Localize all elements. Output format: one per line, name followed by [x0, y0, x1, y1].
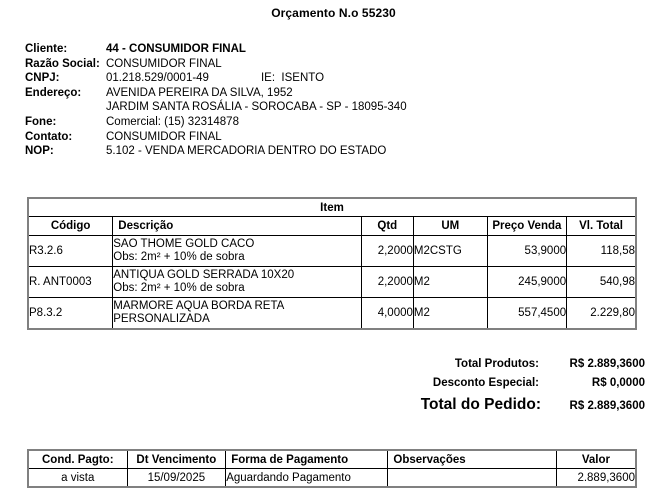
items-header-row [28, 217, 636, 236]
customer-value-contato: CONSUMIDOR FINAL [106, 130, 222, 143]
item-qtd: 2,2000 [361, 236, 413, 267]
item-descricao-text: SAO THOME GOLD CACO [113, 238, 255, 250]
total-pedido-row [0, 396, 645, 420]
payment-col-valor: Valor [556, 450, 636, 469]
document-title: Orçamento N.o 55230 [271, 6, 396, 20]
items-col-codigo: Código [28, 217, 113, 236]
payment-table-head [28, 450, 636, 469]
payment-dt-vencimento: 15/09/2025 [127, 469, 226, 488]
payment-valor: 2.889,3600 [556, 469, 636, 488]
item-observacao-text: Obs: 2m² + 10% de sobra [113, 251, 245, 263]
item-qtd: 4,0000 [361, 298, 413, 330]
customer-value-cnpj [106, 71, 324, 86]
item-preco-venda: 557,4500 [487, 298, 566, 330]
item-vl-total: 118,58 [567, 236, 636, 267]
item-observacao-text: Obs: 2m² + 10% de sobra [113, 282, 245, 294]
item-descricao [113, 267, 361, 298]
customer-row-cliente [25, 42, 625, 57]
payment-col-dt-vencimento: Dt Vencimento [127, 450, 226, 469]
customer-label-ie: IE: [260, 72, 276, 85]
customer-details-block [25, 42, 625, 159]
customer-row-cnpj [25, 71, 625, 86]
table-row [28, 469, 636, 488]
total-produtos-label: Total Produtos: [454, 358, 539, 370]
payment-observacoes [388, 469, 556, 488]
customer-label-razao-social: Razão Social: [25, 57, 100, 70]
items-col-qtd: Qtd [361, 217, 413, 236]
item-um: M2 [413, 267, 487, 298]
items-table [27, 197, 637, 330]
items-band-title: Item [28, 198, 636, 217]
customer-row-fone [25, 115, 625, 130]
items-col-preco-venda: Preço Venda [487, 217, 566, 236]
payment-table [27, 449, 637, 488]
item-observacao-text: PERSONALIZADA [113, 313, 210, 325]
customer-value-cliente [106, 42, 246, 57]
customer-value-endereco: AVENIDA PEREIRA DA SILVA, 1952 [106, 86, 293, 99]
customer-label-cliente: Cliente: [25, 43, 68, 55]
customer-label-nop: NOP: [25, 145, 54, 158]
total-produtos-value: R$ 2.889,3600 [569, 358, 645, 370]
payment-col-forma-pagamento: Forma de Pagamento [226, 450, 388, 469]
desconto-especial-value: R$ 0,0000 [591, 377, 645, 389]
items-table-head [28, 198, 636, 236]
table-row [28, 298, 636, 330]
customer-label-cnpj: CNPJ: [25, 72, 60, 85]
total-pedido-value: R$ 2.889,3600 [569, 400, 645, 412]
payment-forma-pagamento: Aguardando Pagamento [226, 469, 388, 488]
customer-label-fone: Fone: [25, 115, 57, 128]
item-descricao [113, 298, 361, 330]
item-codigo: R. ANT0003 [28, 267, 113, 298]
desconto-especial-label: Desconto Especial: [432, 377, 539, 389]
customer-value-cnpj-text: 01.218.529/0001-49 [106, 72, 209, 85]
table-row [28, 267, 636, 298]
customer-row-nop [25, 144, 625, 159]
items-col-um: UM [413, 217, 487, 236]
customer-value-fone: Comercial: (15) 32314878 [106, 115, 239, 128]
totals-section [0, 358, 645, 420]
payment-table-body [28, 469, 636, 488]
payment-cond-pagto: a vista [28, 469, 127, 488]
customer-row-razao-social [25, 57, 625, 72]
customer-row-endereco-line2 [25, 100, 625, 115]
table-row [28, 236, 636, 267]
item-um: M2 [413, 298, 487, 330]
payment-col-observacoes: Observações [388, 450, 556, 469]
payment-col-cond-pagto: Cond. Pagto: [28, 450, 127, 469]
customer-row-contato [25, 130, 625, 145]
item-vl-total: 540,98 [567, 267, 636, 298]
customer-label-endereco: Endereço: [25, 86, 82, 99]
desconto-especial-row [0, 377, 645, 396]
customer-value-ie: ISENTO [281, 72, 325, 85]
customer-value-endereco-line2: JARDIM SANTA ROSÁLIA - SOROCABA - SP - 18095-340 [106, 101, 407, 114]
item-codigo: R3.2.6 [28, 236, 113, 267]
item-preco-venda: 245,9000 [487, 267, 566, 298]
customer-label-contato: Contato: [25, 130, 73, 143]
customer-value-cliente-text: 44 - CONSUMIDOR FINAL [106, 43, 246, 55]
item-preco-venda: 53,9000 [487, 236, 566, 267]
item-codigo: P8.3.2 [28, 298, 113, 330]
customer-value-razao-social: CONSUMIDOR FINAL [106, 57, 222, 70]
payment-header-row [28, 450, 636, 469]
items-col-descricao: Descrição [113, 217, 361, 236]
items-col-vl-total: Vl. Total [567, 217, 636, 236]
item-descricao [113, 236, 361, 267]
customer-row-endereco [25, 86, 625, 101]
item-qtd: 2,2000 [361, 267, 413, 298]
item-um: M2CSTG [413, 236, 487, 267]
items-band-row [28, 198, 636, 217]
customer-value-nop: 5.102 - VENDA MERCADORIA DENTRO DO ESTADO [106, 145, 387, 158]
total-produtos-row [0, 358, 645, 377]
items-table-body [28, 236, 636, 330]
total-pedido-label: Total do Pedido: [420, 396, 541, 413]
item-descricao-text: MARMORE AQUA BORDA RETA [113, 300, 285, 312]
item-vl-total: 2.229,80 [567, 298, 636, 330]
item-descricao-text: ANTIQUA GOLD SERRADA 10X20 [113, 269, 295, 281]
